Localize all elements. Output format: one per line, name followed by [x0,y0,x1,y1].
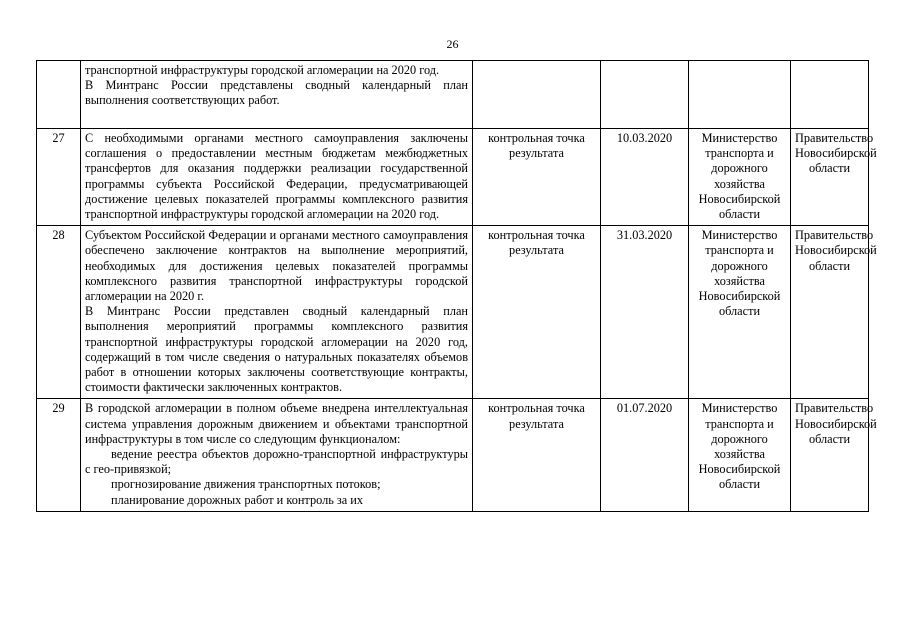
description-paragraph: В Минтранс России представлен сводный календарный план выполнения мероприятий программы комплексного развития транспортной инфраструктуры городской агломерации на 2020 год, содержащий в том числе сведения о натуральных показателях объемов работ в отношении которых заключены соответствующие контракты, стоимости фактически заключенных контрактов. [85,304,468,395]
row-date [601,61,689,129]
activities-table [36,60,877,512]
row-executor: Министерство транспорта и дорожного хозяйства Новосибирской области [689,399,791,511]
row-executor: Министерство транспорта и дорожного хозяйства Новосибирской области [689,129,791,226]
row-executor [689,61,791,129]
row-type: контрольная точка результата [473,226,601,399]
row-date: 10.03.2020 [601,129,689,226]
row-date: 31.03.2020 [601,226,689,399]
row-participant: Правительство Новосибирской области [791,399,869,511]
row-number [37,61,81,129]
description-paragraph: В городской агломерации в полном объеме внедрена интеллектуальная система управления дорожным движением и объектами транспортной инфраструктуры в том числе со следующим функционалом: [85,401,468,446]
description-paragraph: В Минтранс России представлены сводный календарный план выполнения соответствующих работ. [85,78,468,108]
row-description [81,61,473,129]
row-description [81,226,473,399]
row-description [81,129,473,226]
page-number: 26 [446,37,459,51]
row-type: контрольная точка результата [473,399,601,511]
row-participant [791,61,869,129]
description-paragraph: прогнозирование движения транспортных потоков; [111,477,381,492]
row-executor: Министерство транспорта и дорожного хозяйства Новосибирской области [689,226,791,399]
description-paragraph: транспортной инфраструктуры городской агломерации на 2020 год. [85,63,440,77]
row-type: контрольная точка результата [473,129,601,226]
row-date: 01.07.2020 [601,399,689,511]
table-row-28 [37,226,869,399]
description-paragraph: С необходимыми органами местного самоуправления заключены соглашения о предоставлении местным бюджетам межбюджетных трансфертов для оказания поддержки реализации государственной программы субъекта Российской Федерации, предусматривающей достижение целевых показателей программы комплексного развития транспортной инфраструктуры городской агломерации на 2020 год. [85,131,468,222]
row-participant: Правительство Новосибирской области [791,226,869,399]
row-number: 28 [37,226,81,399]
row-number: 29 [37,399,81,511]
row-number: 27 [37,129,81,226]
description-paragraph: ведение реестра объектов дорожно-транспортной инфраструктуры с гео-привязкой; [85,447,468,477]
table-row-continuation [37,61,869,129]
row-type [473,61,601,129]
description-paragraph: Субъектом Российской Федерации и органами местного самоуправления обеспечено заключение контрактов на выполнение мероприятий, необходимых для достижения целевых показателей программы комплексного развития транспортной инфраструктуры городской агломерации на 2020 г. [85,228,468,304]
description-paragraph: планирование дорожных работ и контроль за их [111,492,364,507]
row-participant: Правительство Новосибирской области [791,129,869,226]
table-row-29 [37,399,869,511]
table-row-27 [37,129,869,226]
row-description [81,399,473,511]
